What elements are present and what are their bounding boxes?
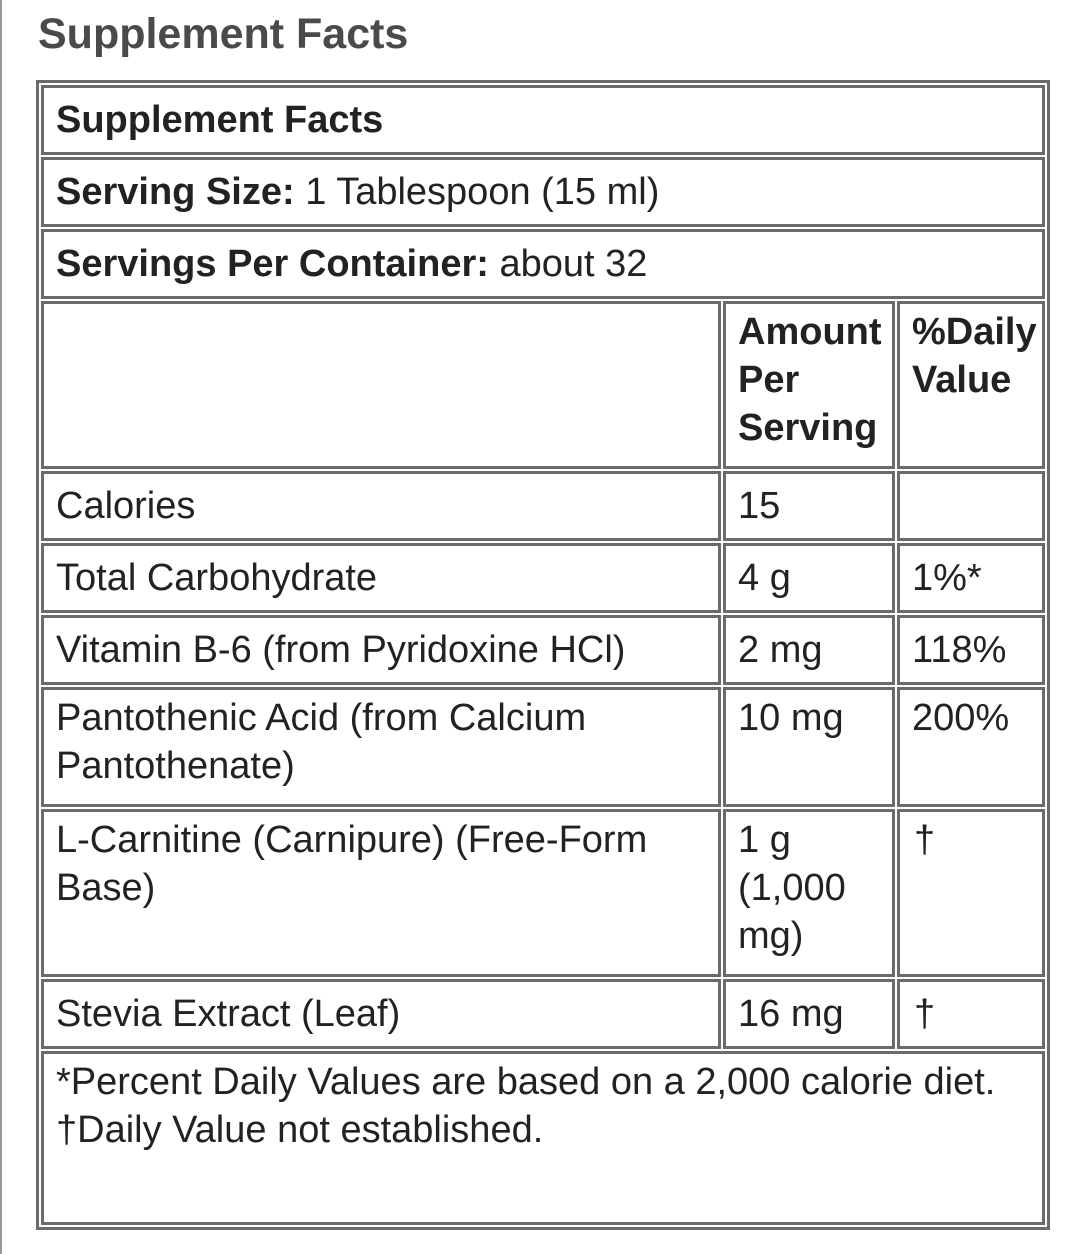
servings-per-container-label: Servings Per Container: [56,243,489,285]
nutrient-daily-value: 1%* [897,543,1045,613]
nutrient-amount: 15 [723,471,895,541]
nutrient-daily-value: 200% [897,687,1045,807]
nutrient-daily-value: 118% [897,615,1045,685]
nutrient-amount: 2 mg [723,615,895,685]
title-row [41,85,1045,155]
nutrient-daily-value [897,471,1045,541]
footnote-percent-daily-values: *Percent Daily Values are based on a 2,000 calorie diet. [56,1061,996,1103]
table-row [41,687,1045,807]
header-nutrient [41,301,721,469]
header-daily-value [897,301,1045,469]
header-amount-line2: Per [738,359,800,401]
footnote-cell [41,1051,1045,1225]
header-amount-line3: Serving [738,407,878,449]
table-row [41,809,1045,977]
serving-size-value: 1 Tablespoon (15 ml) [294,171,660,213]
nutrient-name: Total Carbohydrate [41,543,721,613]
nutrient-name: L-Carnitine (Carnipure) (Free-Form Base) [41,809,721,977]
page-heading: Supplement Facts [38,10,409,58]
table-row [41,615,1045,685]
footnote-daily-value-not-established: †Daily Value not established. [56,1109,544,1151]
table-row [41,543,1045,613]
column-header-row [41,301,1045,469]
header-amount-per-serving [723,301,895,469]
servings-per-container-row [41,229,1045,299]
nutrient-name: Stevia Extract (Leaf) [41,979,721,1049]
nutrient-amount: 10 mg [723,687,895,807]
nutrient-amount: 16 mg [723,979,895,1049]
servings-per-container-cell [41,229,1045,299]
dagger-symbol: † [914,993,936,1035]
servings-per-container-value: about 32 [488,243,648,285]
nutrient-amount: 1 g (1,000 mg) [723,809,895,977]
table-title: Supplement Facts [41,85,1045,155]
nutrient-amount: 4 g [723,543,895,613]
table-row [41,979,1045,1049]
table-row [41,471,1045,541]
nutrient-daily-value [897,979,1045,1049]
nutrient-name: Pantothenic Acid (from Calcium Pantothenate) [41,687,721,807]
nutrient-name: Calories [41,471,721,541]
nutrient-name: Vitamin B-6 (from Pyridoxine HCl) [41,615,721,685]
header-amount-line1: Amount [738,311,882,353]
serving-size-label: Serving Size: [56,171,295,213]
left-edge-divider [0,0,2,1254]
serving-size-row [41,157,1045,227]
nutrient-daily-value [897,809,1045,977]
supplement-facts-table [36,80,1050,1230]
header-dv-line2: Value [912,359,1012,401]
header-dv-line1: %Daily [912,311,1037,353]
footnote-row [41,1051,1045,1225]
serving-size-cell [41,157,1045,227]
dagger-symbol: † [914,819,936,861]
